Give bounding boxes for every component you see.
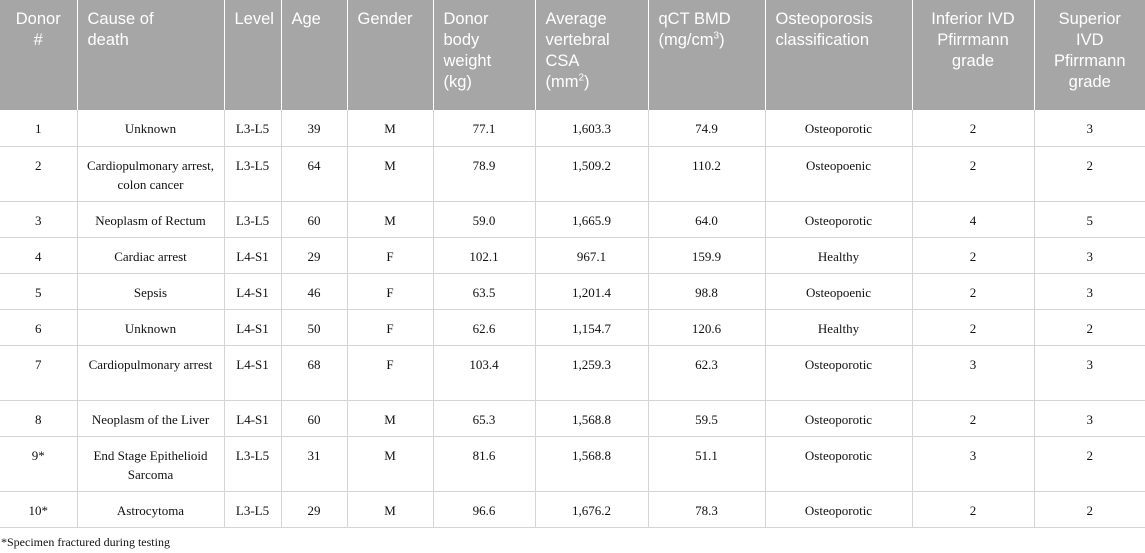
header-classification: Osteoporosis classification [765, 0, 912, 110]
cell-csa: 967.1 [535, 237, 648, 273]
cell-csa: 1,665.9 [535, 201, 648, 237]
table-footnote: *Specimen fractured during testing [1, 535, 170, 549]
cell-level: L4-S1 [224, 345, 281, 400]
cell-age: 60 [281, 201, 347, 237]
header-superior-grade: Superior IVD Pfirrmann grade [1034, 0, 1145, 110]
cell-class: Osteopoenic [765, 273, 912, 309]
cell-level: L4-S1 [224, 309, 281, 345]
cell-gender: M [347, 436, 433, 491]
table-row [0, 345, 1145, 400]
header-level: Level [224, 0, 281, 110]
cell-age: 68 [281, 345, 347, 400]
header-age: Age [281, 0, 347, 110]
cell-donor: 2 [0, 146, 77, 201]
cell-inferior: 2 [912, 110, 1034, 146]
cell-class: Healthy [765, 237, 912, 273]
cell-csa: 1,259.3 [535, 345, 648, 400]
cell-cause: Cardiopulmonary arrest, colon cancer [77, 146, 224, 201]
cell-donor: 3 [0, 201, 77, 237]
cell-age: 46 [281, 273, 347, 309]
cell-cause: Unknown [77, 110, 224, 146]
cell-class: Osteopoenic [765, 146, 912, 201]
cell-class: Healthy [765, 309, 912, 345]
cell-gender: F [347, 309, 433, 345]
cell-donor: 10* [0, 491, 77, 527]
cell-weight: 65.3 [433, 400, 535, 436]
table-row [0, 237, 1145, 273]
cell-superior: 3 [1034, 273, 1145, 309]
cell-bmd: 64.0 [648, 201, 765, 237]
cell-age: 50 [281, 309, 347, 345]
cell-gender: M [347, 491, 433, 527]
header-gender: Gender [347, 0, 433, 110]
cell-bmd: 120.6 [648, 309, 765, 345]
cell-superior: 2 [1034, 491, 1145, 527]
cell-inferior: 2 [912, 400, 1034, 436]
cell-weight: 103.4 [433, 345, 535, 400]
cell-inferior: 2 [912, 237, 1034, 273]
cell-cause: Cardiac arrest [77, 237, 224, 273]
header-csa: Average vertebral CSA $(mm^2)$ [535, 0, 648, 110]
table-body [0, 110, 1145, 527]
header-donor: Donor # [0, 0, 77, 110]
cell-bmd: 98.8 [648, 273, 765, 309]
cell-weight: 59.0 [433, 201, 535, 237]
cell-weight: 63.5 [433, 273, 535, 309]
cell-cause: Unknown [77, 309, 224, 345]
cell-bmd: 59.5 [648, 400, 765, 436]
table-row [0, 201, 1145, 237]
cell-age: 29 [281, 491, 347, 527]
table-row [0, 110, 1145, 146]
cell-csa: 1,676.2 [535, 491, 648, 527]
cell-superior: 5 [1034, 201, 1145, 237]
cell-age: 64 [281, 146, 347, 201]
cell-bmd: 62.3 [648, 345, 765, 400]
header-inferior-grade: Inferior IVD Pfirrmann grade [912, 0, 1034, 110]
cell-cause: Cardiopulmonary arrest [77, 345, 224, 400]
cell-gender: M [347, 110, 433, 146]
header-bmd: qCT BMD $(mg/cm^3)$ [648, 0, 765, 110]
table-row [0, 436, 1145, 491]
cell-weight: 62.6 [433, 309, 535, 345]
cell-bmd: 74.9 [648, 110, 765, 146]
cell-level: L4-S1 [224, 237, 281, 273]
cell-class: Osteoporotic [765, 201, 912, 237]
cell-level: L3-L5 [224, 491, 281, 527]
cell-inferior: 2 [912, 491, 1034, 527]
cell-inferior: 3 [912, 436, 1034, 491]
cell-age: 60 [281, 400, 347, 436]
cell-level: L4-S1 [224, 400, 281, 436]
cell-age: 39 [281, 110, 347, 146]
cell-level: L3-L5 [224, 201, 281, 237]
cell-level: L4-S1 [224, 273, 281, 309]
cell-superior: 2 [1034, 309, 1145, 345]
cell-csa: 1,154.7 [535, 309, 648, 345]
cell-inferior: 2 [912, 146, 1034, 201]
table-row [0, 400, 1145, 436]
table-row [0, 491, 1145, 527]
header-row [0, 0, 1145, 110]
cell-gender: F [347, 237, 433, 273]
cell-superior: 2 [1034, 146, 1145, 201]
cell-donor: 4 [0, 237, 77, 273]
cell-superior: 2 [1034, 436, 1145, 491]
cell-class: Osteoporotic [765, 436, 912, 491]
cell-donor: 8 [0, 400, 77, 436]
cell-class: Osteoporotic [765, 345, 912, 400]
cell-bmd: 51.1 [648, 436, 765, 491]
cell-csa: 1,568.8 [535, 400, 648, 436]
cell-weight: 78.9 [433, 146, 535, 201]
cell-cause: Neoplasm of Rectum [77, 201, 224, 237]
cell-level: L3-L5 [224, 436, 281, 491]
cell-gender: M [347, 400, 433, 436]
cell-donor: 6 [0, 309, 77, 345]
cell-donor: 1 [0, 110, 77, 146]
cell-weight: 77.1 [433, 110, 535, 146]
table-row [0, 146, 1145, 201]
cell-donor: 9* [0, 436, 77, 491]
cell-weight: 81.6 [433, 436, 535, 491]
cell-cause: Astrocytoma [77, 491, 224, 527]
cell-inferior: 2 [912, 309, 1034, 345]
header-cause: Cause of death [77, 0, 224, 110]
cell-csa: 1,201.4 [535, 273, 648, 309]
cell-gender: F [347, 273, 433, 309]
cell-cause: End Stage Epithelioid Sarcoma [77, 436, 224, 491]
cell-donor: 5 [0, 273, 77, 309]
cell-superior: 3 [1034, 400, 1145, 436]
cell-superior: 3 [1034, 237, 1145, 273]
cell-class: Osteoporotic [765, 491, 912, 527]
cell-bmd: 159.9 [648, 237, 765, 273]
cell-cause: Neoplasm of the Liver [77, 400, 224, 436]
cell-gender: M [347, 146, 433, 201]
cell-level: L3-L5 [224, 146, 281, 201]
cell-class: Osteoporotic [765, 110, 912, 146]
cell-weight: 96.6 [433, 491, 535, 527]
cell-bmd: 78.3 [648, 491, 765, 527]
cell-weight: 102.1 [433, 237, 535, 273]
cell-superior: 3 [1034, 345, 1145, 400]
table-row [0, 273, 1145, 309]
cell-donor: 7 [0, 345, 77, 400]
cell-superior: 3 [1034, 110, 1145, 146]
cell-csa: 1,603.3 [535, 110, 648, 146]
cell-cause: Sepsis [77, 273, 224, 309]
cell-csa: 1,568.8 [535, 436, 648, 491]
cell-class: Osteoporotic [765, 400, 912, 436]
cell-gender: F [347, 345, 433, 400]
cell-inferior: 3 [912, 345, 1034, 400]
cell-gender: M [347, 201, 433, 237]
cell-age: 29 [281, 237, 347, 273]
cell-level: L3-L5 [224, 110, 281, 146]
cell-age: 31 [281, 436, 347, 491]
cell-bmd: 110.2 [648, 146, 765, 201]
cell-csa: 1,509.2 [535, 146, 648, 201]
cell-inferior: 4 [912, 201, 1034, 237]
header-weight: Donor body weight (kg) [433, 0, 535, 110]
cell-inferior: 2 [912, 273, 1034, 309]
table-row [0, 309, 1145, 345]
